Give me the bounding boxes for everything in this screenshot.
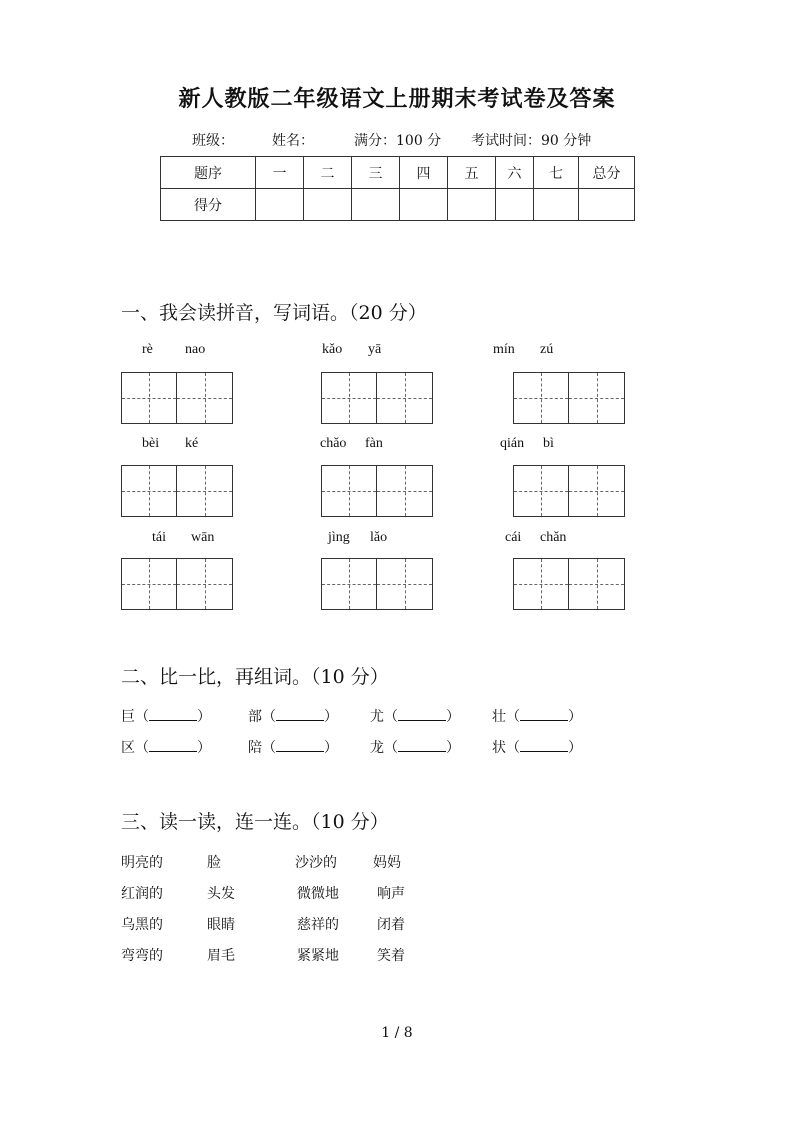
- score-table: [160, 156, 635, 221]
- score-header-cell: 二: [304, 157, 352, 189]
- score-header-cell: 三: [352, 157, 400, 189]
- score-header-cell: 七: [534, 157, 579, 189]
- compare-item: 壮（ ）: [492, 709, 582, 725]
- writing-cell[interactable]: [121, 465, 177, 517]
- section1-heading: 一、我会读拼音，写词语。（20 分）: [121, 302, 427, 324]
- answer-blank[interactable]: [276, 709, 324, 721]
- exam-time-label: 考试时间：90 分钟: [471, 133, 592, 149]
- answer-blank[interactable]: [149, 740, 197, 752]
- score-cell[interactable]: [496, 189, 534, 221]
- answer-blank[interactable]: [398, 709, 446, 721]
- answer-blank[interactable]: [398, 740, 446, 752]
- answer-blank[interactable]: [520, 709, 568, 721]
- answer-blank[interactable]: [149, 709, 197, 721]
- score-cell[interactable]: [534, 189, 579, 221]
- pinyin: tái: [152, 530, 166, 545]
- compare-char: 区: [121, 740, 135, 756]
- match-word[interactable]: 响声: [377, 886, 405, 902]
- writing-cell[interactable]: [377, 465, 433, 517]
- writing-grid[interactable]: [121, 465, 233, 517]
- full-score-label: 满分：100 分: [354, 133, 442, 149]
- writing-cell[interactable]: [321, 372, 377, 424]
- writing-cell[interactable]: [321, 558, 377, 610]
- writing-cell[interactable]: [513, 372, 569, 424]
- pinyin: zú: [540, 342, 554, 357]
- pinyin: bèi: [142, 436, 160, 451]
- writing-grid[interactable]: [513, 558, 625, 610]
- compare-item: 龙（ ）: [370, 740, 460, 756]
- name-label: 姓名：: [272, 133, 314, 149]
- compare-char: 壮: [492, 709, 506, 725]
- score-header-cell: 总分: [579, 157, 635, 189]
- page-title: 新人教版二年级语文上册期末考试卷及答案: [178, 86, 616, 112]
- pinyin: kǎo: [322, 342, 343, 357]
- score-header-cell: 四: [400, 157, 448, 189]
- pinyin: cái: [505, 530, 522, 545]
- writing-grid[interactable]: [121, 558, 233, 610]
- match-word[interactable]: 脸: [207, 855, 221, 871]
- score-cell[interactable]: [448, 189, 496, 221]
- pinyin: chǎo: [320, 436, 347, 451]
- match-word[interactable]: 慈祥的: [297, 917, 339, 933]
- match-word[interactable]: 眉毛: [207, 948, 235, 964]
- writing-grid[interactable]: [321, 558, 433, 610]
- score-table-header-row: [161, 157, 635, 189]
- writing-grid[interactable]: [513, 372, 625, 424]
- match-word[interactable]: 闭着: [377, 917, 405, 933]
- score-header-cell: 一: [256, 157, 304, 189]
- pinyin: nao: [185, 342, 206, 357]
- writing-cell[interactable]: [177, 372, 233, 424]
- writing-cell[interactable]: [177, 558, 233, 610]
- compare-item: 陪（ ）: [248, 740, 338, 756]
- writing-grid[interactable]: [321, 372, 433, 424]
- writing-grid[interactable]: [321, 465, 433, 517]
- compare-char: 尤: [370, 709, 384, 725]
- writing-cell[interactable]: [569, 465, 625, 517]
- compare-char: 部: [248, 709, 262, 725]
- compare-char: 巨: [121, 709, 135, 725]
- compare-item: 巨（ ）: [121, 709, 211, 725]
- writing-cell[interactable]: [377, 372, 433, 424]
- writing-cell[interactable]: [177, 465, 233, 517]
- section3-heading: 三、读一读，连一连。（10 分）: [121, 811, 389, 833]
- match-word[interactable]: 明亮的: [121, 855, 163, 871]
- match-word[interactable]: 眼睛: [207, 917, 235, 933]
- score-cell[interactable]: [400, 189, 448, 221]
- pinyin: wān: [191, 530, 215, 545]
- answer-blank[interactable]: [520, 740, 568, 752]
- writing-cell[interactable]: [121, 558, 177, 610]
- compare-item: 区（ ）: [121, 740, 211, 756]
- match-word[interactable]: 微微地: [297, 886, 339, 902]
- compare-char: 状: [492, 740, 506, 756]
- answer-blank[interactable]: [276, 740, 324, 752]
- writing-grid[interactable]: [121, 372, 233, 424]
- compare-item: 尤（ ）: [370, 709, 460, 725]
- match-word[interactable]: 笑着: [377, 948, 405, 964]
- writing-cell[interactable]: [513, 465, 569, 517]
- compare-char: 龙: [370, 740, 384, 756]
- page-number: 1 / 8: [381, 1025, 413, 1041]
- match-word[interactable]: 弯弯的: [121, 948, 163, 964]
- pinyin: chǎn: [540, 530, 567, 545]
- writing-cell[interactable]: [569, 558, 625, 610]
- score-header-cell: 题序: [161, 157, 256, 189]
- writing-cell[interactable]: [321, 465, 377, 517]
- match-word[interactable]: 乌黑的: [121, 917, 163, 933]
- class-label: 班级：: [192, 133, 234, 149]
- match-word[interactable]: 头发: [207, 886, 235, 902]
- writing-grid[interactable]: [513, 465, 625, 517]
- score-cell[interactable]: [256, 189, 304, 221]
- pinyin: rè: [142, 342, 153, 357]
- pinyin: mín: [493, 342, 515, 357]
- score-header-cell: 五: [448, 157, 496, 189]
- pinyin: bì: [543, 436, 554, 451]
- match-word[interactable]: 紧紧地: [297, 948, 339, 964]
- writing-cell[interactable]: [377, 558, 433, 610]
- pinyin: fàn: [365, 436, 383, 451]
- score-row-label: 得分: [161, 189, 256, 221]
- score-header-cell: 六: [496, 157, 534, 189]
- match-word[interactable]: 红润的: [121, 886, 163, 902]
- writing-cell[interactable]: [569, 372, 625, 424]
- writing-cell[interactable]: [121, 372, 177, 424]
- pinyin: lǎo: [370, 530, 388, 545]
- compare-item: 部（ ）: [248, 709, 338, 725]
- compare-item: 状（ ）: [492, 740, 582, 756]
- pinyin: ké: [185, 436, 199, 451]
- pinyin: jìng: [328, 530, 350, 545]
- score-table-score-row: [161, 189, 635, 221]
- compare-char: 陪: [248, 740, 262, 756]
- writing-cell[interactable]: [513, 558, 569, 610]
- pinyin: yā: [368, 342, 382, 357]
- match-word[interactable]: 妈妈: [373, 855, 401, 871]
- score-cell[interactable]: [352, 189, 400, 221]
- section2-heading: 二、比一比，再组词。（10 分）: [121, 666, 389, 688]
- match-word[interactable]: 沙沙的: [295, 855, 337, 871]
- score-cell[interactable]: [579, 189, 635, 221]
- pinyin: qián: [500, 436, 525, 451]
- score-cell[interactable]: [304, 189, 352, 221]
